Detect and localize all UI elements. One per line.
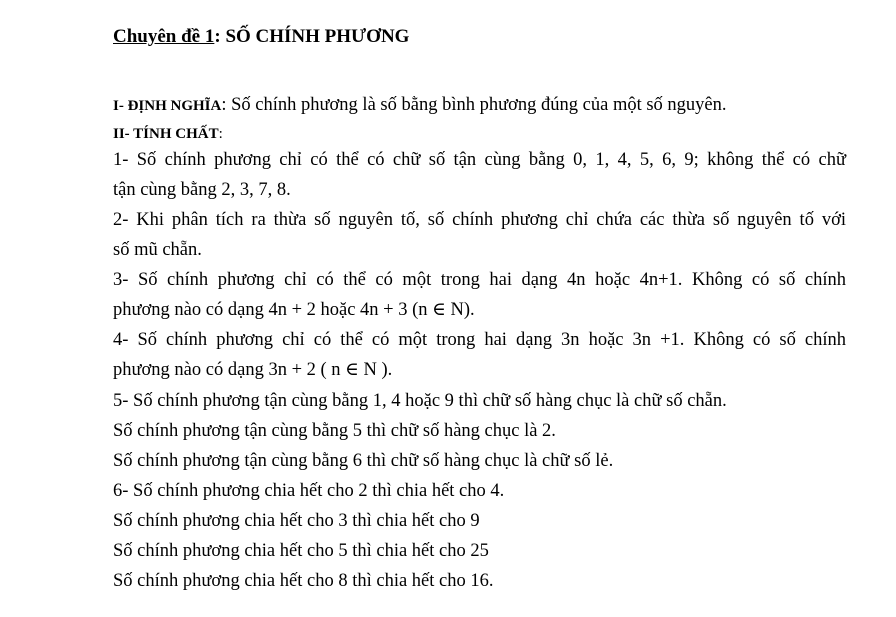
definition-paragraph [113,93,846,118]
property-line: Số chính phương chia hết cho 5 thì chia hết cho 25 [113,541,489,561]
property-line: Số chính phương tận cùng bằng 6 thì chữ số hàng chục là chữ số lẻ. [113,451,614,471]
title-colon: : [214,26,221,47]
property-line: 3- Số chính phương chỉ có thể có một trong hai dạng 4n hoặc 4n+1. Không có số chính [113,270,846,290]
property-line: tận cùng bằng 2, 3, 7, 8. [113,180,291,200]
property-line: 5- Số chính phương tận cùng bằng 1, 4 hoặc 9 thì chữ số hàng chục là chữ số chẵn. [113,391,727,411]
property-line: 4- Số chính phương chỉ có thể có một trong hai dạng 3n hoặc 3n +1. Không có số chính [113,330,846,350]
title-topic: SỐ CHÍNH PHƯƠNG [220,26,410,47]
properties-heading-colon: : [218,126,223,142]
property-line: Số chính phương chia hết cho 8 thì chia hết cho 16. [113,571,494,591]
property-line: phương nào có dạng 4n + 2 hoặc 4n + 3 (n ∈ N). [113,300,475,320]
property-line: phương nào có dạng 3n + 2 ( n ∈ N ). [113,360,393,380]
property-line: số mũ chẵn. [113,240,202,260]
definition-text: : Số chính phương là số bằng bình phương đúng của một số nguyên. [221,95,727,115]
title-prefix: Chuyên đề 1 [113,26,215,47]
properties-heading-line [113,121,846,146]
document-title [113,26,409,48]
section-heading-definition: I- ĐỊNH NGHĨA [113,98,222,114]
property-line: 2- Khi phân tích ra thừa số nguyên tố, số chính phương chỉ chứa các thừa số nguyên tố với [113,210,846,230]
section-heading-properties: II- TÍNH CHẤT [113,126,219,142]
property-line: 1- Số chính phương chỉ có thể có chữ số tận cùng bằng 0, 1, 4, 5, 6, 9; không thể có chữ [113,150,846,170]
property-line: 6- Số chính phương chia hết cho 2 thì chia hết cho 4. [113,481,505,501]
property-line: Số chính phương chia hết cho 3 thì chia hết cho 9 [113,511,480,531]
property-line: Số chính phương tận cùng bằng 5 thì chữ số hàng chục là 2. [113,421,556,441]
